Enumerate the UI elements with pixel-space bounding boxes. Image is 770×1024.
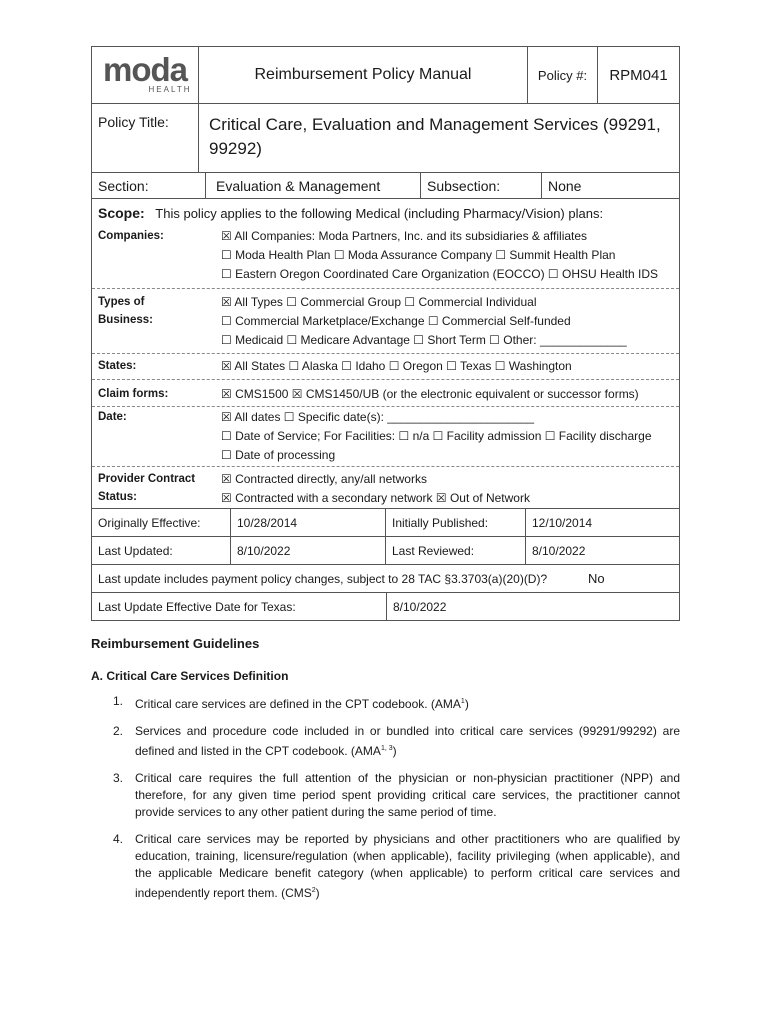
section-value: Evaluation & Management [206,173,421,198]
section-label: Section: [92,173,206,198]
last-reviewed-value: 8/10/2022 [532,543,586,558]
subsection-label: Subsection: [421,173,542,198]
initially-published-value: 12/10/2014 [532,515,593,530]
item-text [135,723,680,760]
texas-question-row [92,565,679,593]
header-row [92,47,679,104]
claims-values: ☒ CMS1500 ☒ CMS1450/UB (or the electronic equivalent or successor forms) [221,387,639,401]
provider-line: ☒ Contracted directly, any/all networks [221,472,427,486]
initially-published-label: Initially Published: [386,509,526,536]
logo-sub: HEALTH [148,85,192,94]
texas-effective-row [92,593,679,620]
item-body: Critical care services may be reported by physicians and other practitioners who are qualified by education, training, licensure/regulation (when applicable), facility privileging (when applicable), and the applicable Medicare benefit category (when applicable) to perform critical care services and independently report them. (CMS [135,832,680,900]
provider-row [92,467,679,509]
scope-label: Scope: [98,205,145,221]
claims-row [92,380,679,407]
item-text [135,693,680,713]
item-text [135,831,680,902]
list-item [113,723,680,760]
list-item [113,770,680,821]
business-row [92,289,679,354]
subsection-value: None [548,177,582,194]
item-body: Critical care requires the full attention of the physician or non-physician practitioner (NPP) and therefore, for any given time period spent providing critical care services, the practitioner cannot provide services to any other patient during the same period of time. [135,771,680,819]
policy-number-label: Policy #: [528,47,598,103]
provider-label-line: Status: [98,491,137,503]
item-citation: 1, 3 [380,745,393,752]
item-citation: 1 [460,698,465,705]
companies-line: ☒ All Companies: Moda Partners, Inc. and its subsidiaries & affiliates [221,229,588,243]
item-tail: ) [464,697,469,711]
date-label: Date: [98,411,127,423]
logo-word: moda [102,51,187,88]
scope-line [92,199,679,225]
date-line: ☐ Date of processing [221,448,336,462]
item-citation: 2 [311,887,316,894]
section-row [92,173,679,199]
manual-title: Reimbursement Policy Manual [199,47,528,103]
states-row [92,354,679,380]
item-text [135,770,680,821]
last-updated-value: 8/10/2022 [231,537,386,564]
texas-effective-label: Last Update Effective Date for Texas: [92,593,387,620]
item-number: 4. [113,832,124,846]
moda-logo [92,47,199,103]
updated-row [92,537,679,565]
reimbursement-guidelines-heading: Reimbursement Guidelines [91,636,260,651]
states-values: ☒ All States ☐ Alaska ☐ Idaho ☐ Oregon ☐ Texas ☐ Washington [221,359,572,373]
date-line: ☒ All dates ☐ Specific date(s): ______________________ [221,410,535,424]
policy-title-label: Policy Title: [92,104,199,172]
provider-label [92,470,217,508]
orig-effective-value: 10/28/2014 [231,509,386,536]
item-body: Services and procedure code included in or bundled into critical care services (99291/99292) are defined and listed in the CPT codebook. (AMA [135,724,680,758]
list-item [113,693,680,713]
business-label [92,293,217,350]
companies-line: ☐ Eastern Oregon Coordinated Care Organization (EOCCO) ☐ OHSU Health IDS [221,267,659,281]
date-row [92,407,679,467]
orig-effective-label: Originally Effective: [92,509,231,536]
item-number: 1. [113,694,124,708]
policy-number: RPM041 [609,66,668,84]
item-body: Critical care services are defined in the CPT codebook. (AMA [135,697,461,711]
business-line: ☐ Medicaid ☐ Medicare Advantage ☐ Short Term ☐ Other: _____________ [221,333,627,347]
item-tail: ) [392,744,397,758]
guidelines-list [113,693,680,912]
texas-effective-value: 8/10/2022 [393,599,447,614]
texas-question: Last update includes payment policy changes, subject to 28 TAC §3.3703(a)(20)(D)? [98,571,548,586]
business-label-line: Types of [98,296,145,308]
claims-label: Claim forms: [98,388,169,400]
companies-row [92,225,679,289]
provider-line: ☒ Contracted with a secondary network ☒ Out of Network [221,491,530,505]
policy-header-table [91,46,680,621]
section-a-heading: A. Critical Care Services Definition [91,669,289,683]
business-values [217,293,679,350]
scope-text: This policy applies to the following Medical (including Pharmacy/Vision) plans: [155,206,604,221]
business-label-line: Business: [98,314,153,326]
item-number: 3. [113,771,124,785]
business-line: ☒ All Types ☐ Commercial Group ☐ Commercial Individual [221,295,537,309]
states-label: States: [98,360,137,372]
title-row [92,104,679,173]
item-tail: ) [315,886,320,900]
effective-row [92,509,679,537]
list-item [113,831,680,902]
companies-label: Companies: [98,230,164,242]
last-reviewed-label: Last Reviewed: [386,537,526,564]
companies-values [217,227,679,284]
policy-title: Critical Care, Evaluation and Management Services (99291, 99292) [209,115,661,158]
last-updated-label: Last Updated: [92,537,231,564]
business-line: ☐ Commercial Marketplace/Exchange ☐ Commercial Self-funded [221,314,571,328]
provider-values [217,470,679,508]
companies-line: ☐ Moda Health Plan ☐ Moda Assurance Company ☐ Summit Health Plan [221,248,616,262]
date-line: ☐ Date of Service; For Facilities: ☐ n/a ☐ Facility admission ☐ Facility discharge [221,429,652,443]
provider-label-line: Provider Contract [98,473,196,485]
date-values [217,408,679,465]
texas-answer: No [588,571,605,586]
item-number: 2. [113,724,124,738]
